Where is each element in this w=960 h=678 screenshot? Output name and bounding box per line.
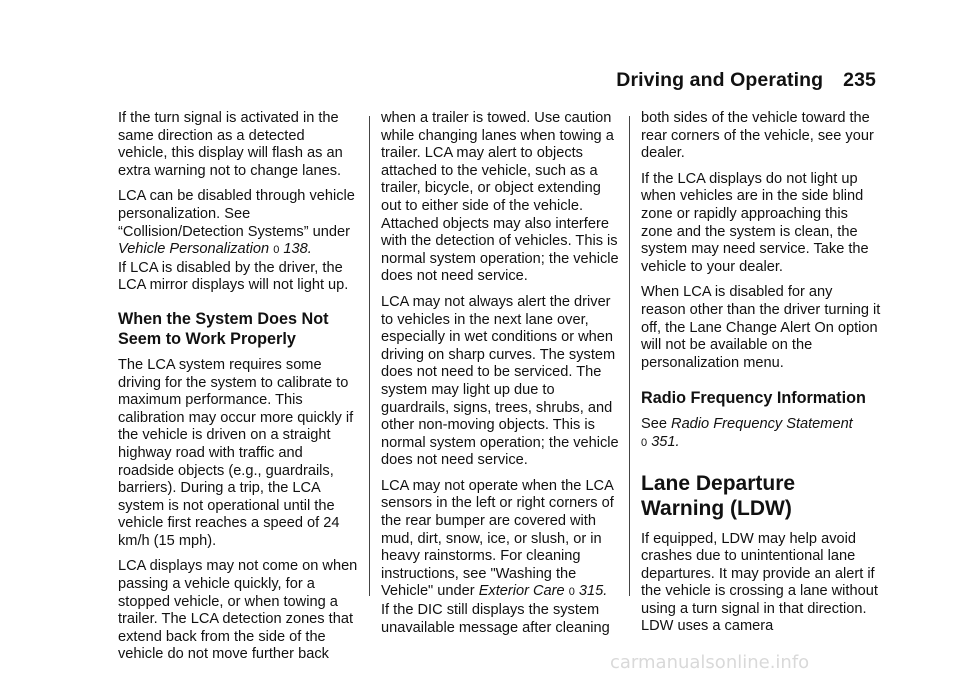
page-header	[616, 69, 876, 92]
column-2	[381, 110, 619, 645]
paragraph: If the LCA displays do not light up when vehicles are in the side blind zone or rapidly approaching this zone and the system is clean, the system may need service. Take the vehicle to your dealer.	[641, 170, 869, 275]
paragraph: The LCA system requires some driving for the system to calibrate to maximum performance. This calibration may occur more quickly if the vehicle is driven on a straight highway road with traffic and roadside objects (e.g., guardrails, barriers). During a trip, the LCA system is not operational until the vehicle first reaches a speed of 24 km/h (15 mph).	[118, 356, 354, 549]
section-title: Driving and Operating	[616, 69, 824, 91]
paragraph: LCA may not always alert the driver to vehicles in the next lane over, especially in wet conditions or when driving on sharp curves. The system does not need to be serviced. The system may light up due to guardrails, signs, trees, shrubs, and other non-moving objects. This is normal system operation; the vehicle does not need service.	[381, 293, 619, 469]
paragraph: When LCA is disabled for any reason other than the driver turning it off, the Lane Change Alert On option will not be available on the personalization menu.	[641, 284, 881, 371]
cross-reference-link[interactable]: Vehicle Personalization	[118, 241, 270, 258]
paragraph: If LCA is disabled by the driver, the LCA mirror displays will not light up.	[118, 259, 349, 294]
cross-reference-link[interactable]: Exterior Care	[478, 583, 565, 600]
page-number: 235	[843, 69, 876, 91]
section-heading: When the System Does Not Seem to Work Properly	[118, 309, 329, 348]
column-divider	[629, 116, 630, 596]
paragraph-text: LCA may not operate when the LCA sensors in the left or right corners of the rear bumper are covered with mud, dirt, snow, ice, or slush, or in heavy rainstorms. For cleaning instructions, see "Washing the Vehicle" under	[381, 477, 614, 600]
paragraph-text: LCA can be disabled through vehicle personalization. See “Collision/Detection Systems” under	[118, 188, 355, 240]
paragraph: If the DIC still displays the system unavailable message after cleaning	[381, 602, 610, 636]
paragraph: when a trailer is towed. Use caution while changing lanes when towing a trailer. LCA may alert to objects attached to the vehicle, such as a trailer, bicycle, or object extending out to either side of the vehicle. Attached objects may also interfere with the detection of vehicles. This is normal system operation; the vehicle does not need service.	[381, 110, 619, 285]
section-heading: Radio Frequency Information	[641, 389, 866, 408]
paragraph: LCA displays may not come on when passing a vehicle quickly, for a stopped vehicle, or when towing a trailer. The LCA detection zones that extend back from the side of the vehicle do not move further back	[118, 558, 358, 663]
paragraph	[641, 416, 881, 452]
paragraph-text: See	[641, 416, 667, 433]
paragraph: If the turn signal is activated in the same direction as a detected vehicle, this display will flash as an extra warning not to change lanes.	[118, 110, 343, 179]
watermark: carmanualsonline.info	[610, 652, 810, 673]
cross-reference-link[interactable]: Radio Frequency Statement	[671, 416, 853, 433]
column-1	[118, 110, 358, 672]
paragraph: both sides of the vehicle toward the rear corners of the vehicle, see your dealer.	[641, 110, 874, 162]
page-ref-arrow-icon: 0	[641, 436, 648, 449]
column-divider	[369, 116, 370, 596]
column-3	[641, 110, 881, 644]
page-reference: 315.	[578, 583, 608, 600]
paragraph	[118, 188, 358, 259]
paragraph: If equipped, LDW may help avoid crashes due to unintentional lane departures. It may provide an alert if the vehicle is crossing a lane without using a turn signal in that direction. LDW uses a camera	[641, 530, 878, 635]
page-reference: 351.	[651, 433, 680, 450]
page-ref-arrow-icon: 0	[273, 244, 280, 257]
page-ref-arrow-icon: 0	[568, 586, 575, 599]
chapter-heading: Lane Departure Warning (LDW)	[641, 471, 796, 520]
page-reference: 138.	[283, 241, 312, 258]
paragraph	[381, 478, 619, 602]
